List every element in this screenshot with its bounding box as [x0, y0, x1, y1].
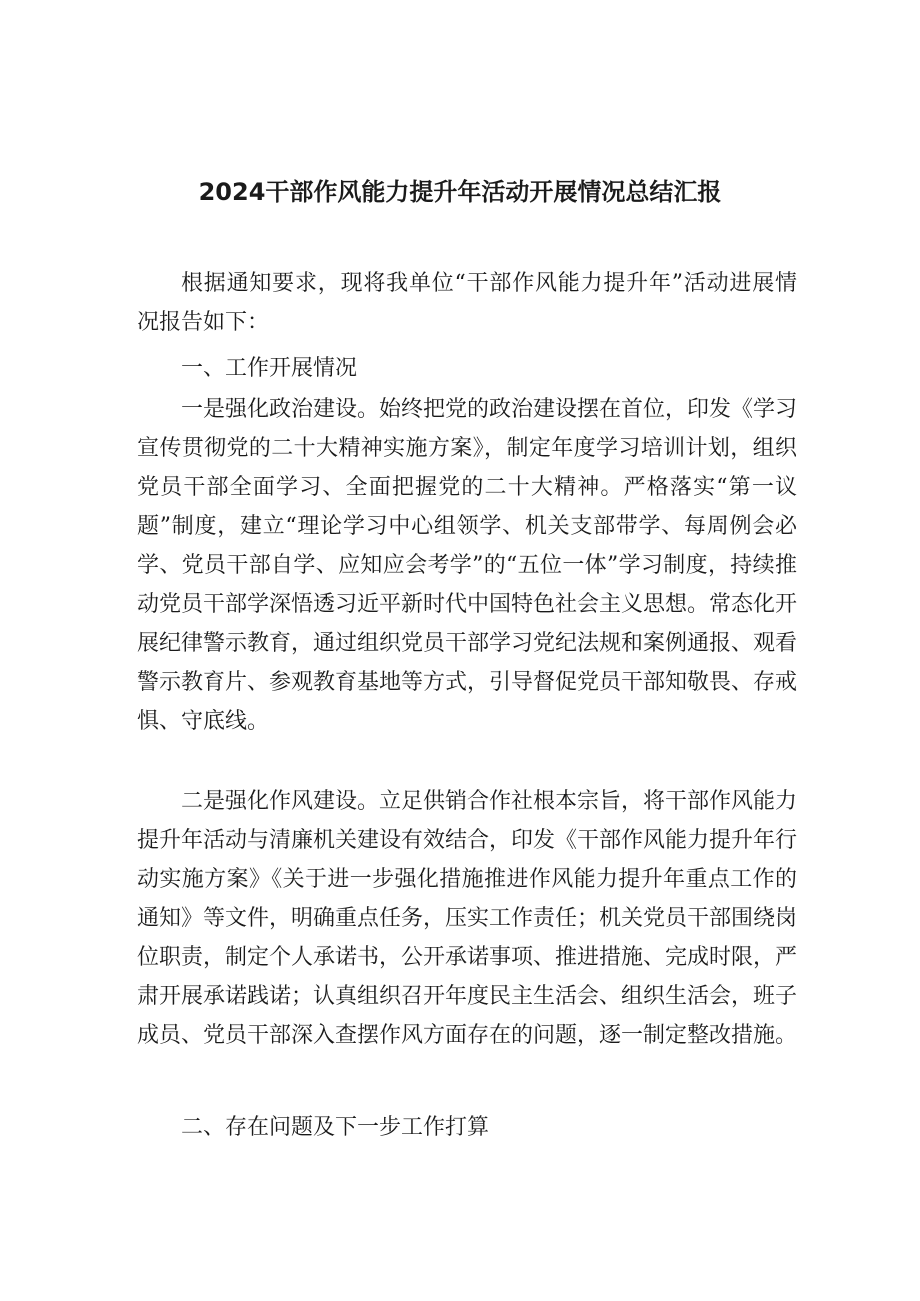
- document-title: 2024干部作风能力提升年活动开展情况总结汇报: [198, 178, 722, 206]
- section-heading-2: 二、存在问题及下一步工作打算: [181, 1115, 490, 1140]
- paragraph-political-building: 一是强化政治建设。始终把党的政治建设摆在首位，印发《学习宣传贯彻党的二十大精神实施方案》，制定年度学习培训计划，组织党员干部全面学习、全面把握党的二十大精神。严格落实“第一议题”制度，建立“理论学习中心组领学、机关支部带学、每周例会必学、党员干部自学、应知应会考学”的“五位一体”学习制度，持续推动党员干部学深悟透习近平新时代中国特色社会主义思想。常态化开展纪律警示教育，通过组织党员干部学习党纪法规和案例通报、观看警示教育片、参观教育基地等方式，引导督促党员干部知敬畏、存戒惧、守底线。: [137, 397, 798, 734]
- intro-paragraph: 根据通知要求，现将我单位“干部作风能力提升年”活动进展情况报告如下：: [137, 271, 797, 335]
- paragraph-style-building: 二是强化作风建设。立足供销合作社根本宗旨，将干部作风能力提升年活动与清廉机关建设有效结合，印发《干部作风能力提升年行动实施方案》《关于进一步强化措施推进作风能力提升年重点工作的通知》等文件，明确重点任务，压实工作责任；机关党员干部围绕岗位职责，制定个人承诺书，公开承诺事项、推进措施、完成时限，严肃开展承诺践诺；认真组织召开年度民主生活会、组织生活会，班子成员、党员干部深入查摆作风方面存在的问题，逐一制定整改措施。: [137, 789, 798, 1048]
- section-heading-1: 一、工作开展情况: [181, 356, 358, 381]
